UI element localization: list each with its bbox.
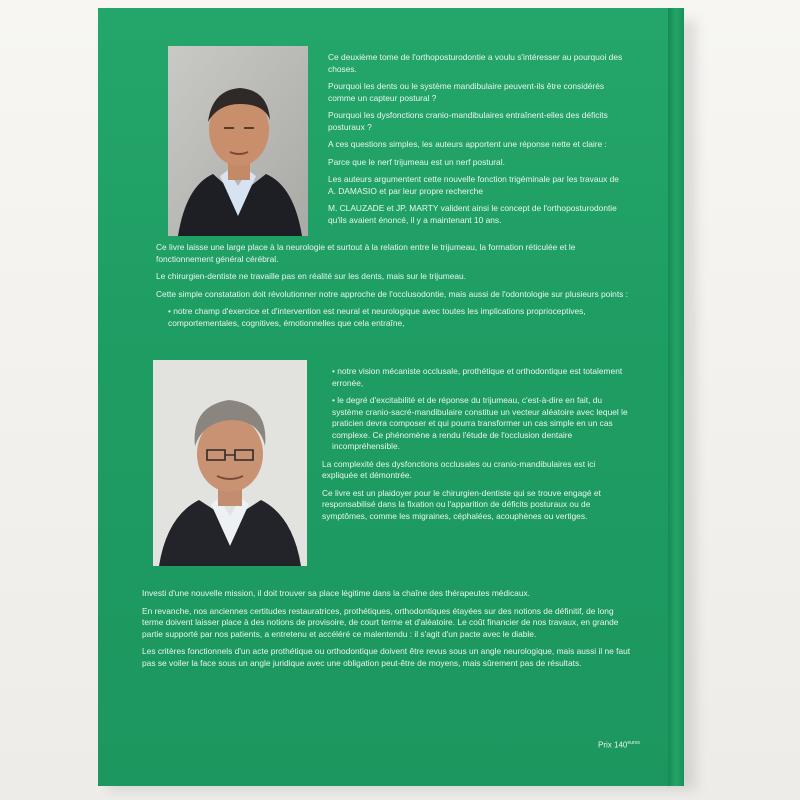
book <box>98 8 684 786</box>
intro-paragraph: Les auteurs argumentent cette nouvelle fonction trigéminale par les travaux de A. DAMASIO et par leur propre recherche <box>328 174 619 196</box>
intro-paragraph: Ce deuxième tome de l'orthoposturodontie a voulu s'intéresser au pourquoi des choses. <box>328 52 623 74</box>
author-photo-bottom <box>153 360 307 566</box>
bullet-paragraph: • le degré d'excitabilité et de réponse du trijumeau, c'est-à-dire en fait, du système cranio-sacré-mandibulaire constitue un vecteur aléatoire avec lequel le praticien devra composer et qui pourra transformer un cas simple en un cas complexe. Ce phénomène a rendu l'étude de l'occlusion dentaire incompréhensible. <box>332 395 628 451</box>
price-label <box>598 740 640 750</box>
intro-paragraph: A ces questions simples, les auteurs apportent une réponse nette et claire : <box>328 139 607 149</box>
price-value: Prix 140 <box>598 740 628 750</box>
intro-paragraph: Pourquoi les dents ou le système mandibulaire peuvent-ils être considérés comme un capteur postural ? <box>328 81 605 103</box>
intro-paragraph: M. CLAUZADE et JP. MARTY valident ainsi le concept de l'orthoposturodontie qu'ils avaient énoncé, il y a maintenant 10 ans. <box>328 203 617 225</box>
body-paragraph: Ce livre est un plaidoyer pour le chirurgien-dentiste qui se trouve engagé et responsabilisé dans la fixation ou l'apparition de déficits posturaux ou de symptômes, comme les migraines, céphalées, acouphènes ou vertiges. <box>322 487 601 521</box>
middle-paragraph: Cette simple constatation doit révolutionner notre approche de l'occlusodontie, mais aussi de l'odontologie sur plusieurs points : <box>156 288 629 299</box>
bottom-paragraph: Les critères fonctionnels d'un acte prothétique ou orthodontique doivent être revus sous un angle neurologique, mais aussi il ne faut pas se voiler la face sous un angle juridique avec une obligation peut-être de moyens, mais sûrement pas de résultats. <box>142 646 631 668</box>
middle-paragraph: Le chirurgien-dentiste ne travaille pas en réalité sur les dents, mais sur le trijumeau. <box>156 271 467 281</box>
middle-paragraph: • notre champ d'exercice et d'intervention est neural et neurologique avec toutes les implications proprioceptives, comportementales, cognitives, émotionnelles que cela entraîne, <box>168 306 586 328</box>
back-cover <box>98 8 670 786</box>
bullet-paragraph: • notre vision mécaniste occlusale, prothétique et orthodontique est totalement erronée, <box>332 366 623 388</box>
middle-text <box>156 242 628 335</box>
author-photo-top <box>168 46 308 236</box>
intro-paragraph: Parce que le nerf trijumeau est un nerf postural. <box>328 156 505 167</box>
price-suffix: euros <box>627 740 640 746</box>
bottom-paragraph: Investi d'une nouvelle mission, il doit trouver sa place légitime dans la chaîne des thérapeutes médicaux. <box>142 588 530 598</box>
intro-text <box>328 52 628 232</box>
bottom-paragraph: En revanche, nos anciennes certitudes restauratrices, prothétiques, orthodontiques étayées sur des notions de définitif, de long terme doivent laisser place à des notions de provisoire, de court terme et d'aléatoire. Le coût financier de nos travaux, en grande partie supporté par nos patients, a entretenu et accéléré ce malentendu : il s'agit d'un pacte avec le diable. <box>142 605 619 639</box>
bottom-text <box>142 588 632 675</box>
book-spine-edge <box>668 8 684 786</box>
intro-paragraph: Pourquoi les dysfonctions cranio-mandibulaires entraînent-elles des déficits posturaux ? <box>328 110 608 132</box>
right-column-text <box>322 366 628 528</box>
body-paragraph: La complexité des dysfonctions occlusales ou cranio-mandibulaires est ici expliquée et démontrée. <box>322 458 596 480</box>
middle-paragraph: Ce livre laisse une large place à la neurologie et surtout à la relation entre le trijumeau, la formation réticulée et le fonctionnement général cérébral. <box>156 242 576 264</box>
